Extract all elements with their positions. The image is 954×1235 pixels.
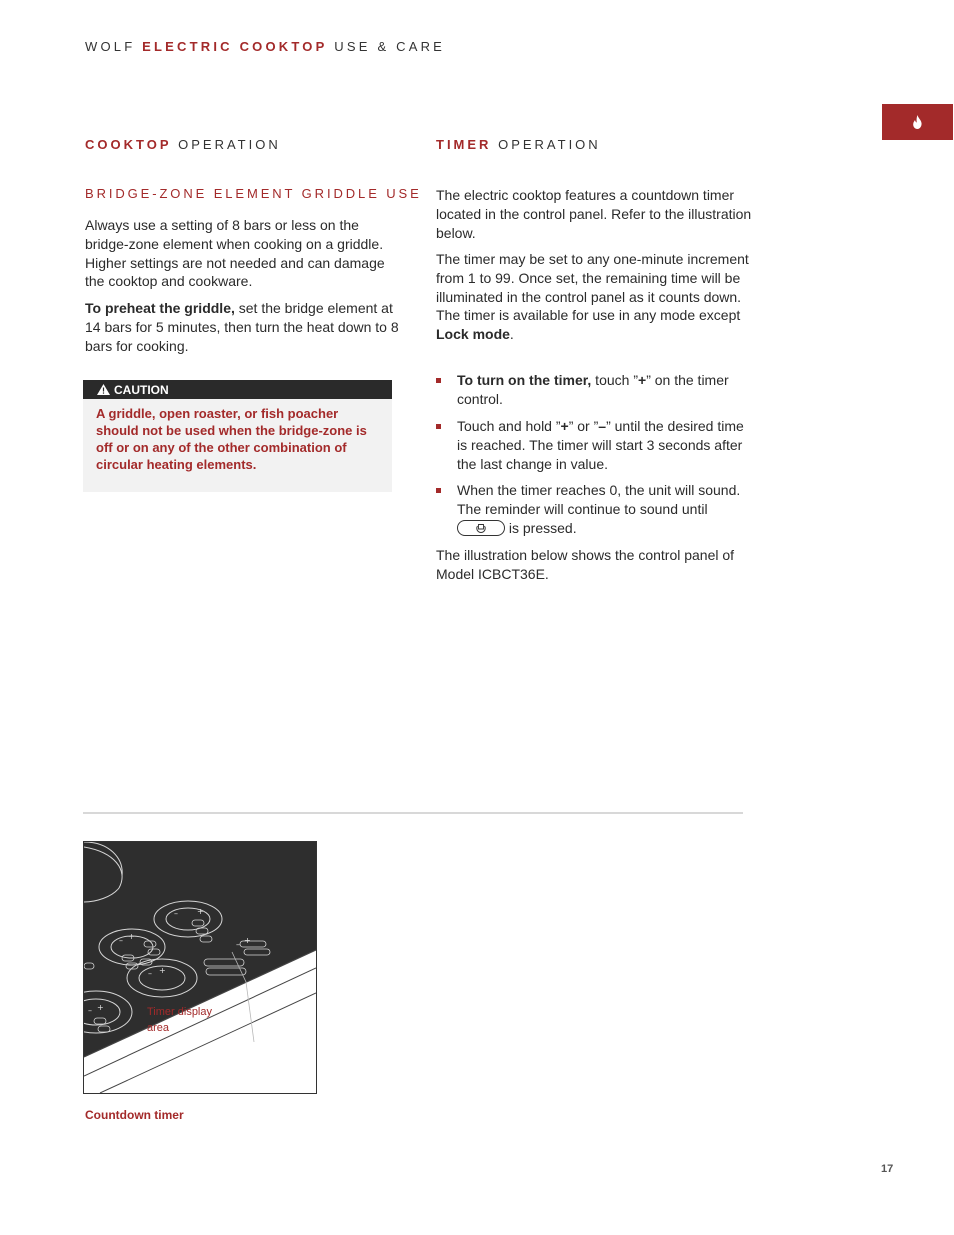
- svg-text:–: –: [148, 969, 152, 978]
- cooktop-operation-title: COOKTOP OPERATION: [85, 137, 281, 152]
- timer-display-label: Timer display area: [147, 1006, 212, 1034]
- svg-text:–: –: [236, 940, 240, 949]
- header-brand: WOLF: [85, 39, 136, 54]
- bullet-timer-reaches-zero: When the timer reaches 0, the unit will sound. The reminder will continue to sound until is pressed.: [436, 481, 756, 537]
- svg-text:–: –: [88, 1006, 92, 1015]
- section-tab: [882, 104, 953, 140]
- bullet-turn-on-timer: To turn on the timer, touch ”+” on the timer control.: [436, 371, 756, 409]
- bullet-marker: [436, 424, 441, 429]
- cooktop-drawing: [84, 842, 316, 1093]
- svg-text:+: +: [128, 932, 135, 941]
- timer-paragraph-2: The timer may be set to any one-minute increment from 1 to 99. Once set, the remaining time will be illuminated in the control panel as it counts down. The timer is available for use in any mode except Lock mode.: [436, 251, 749, 343]
- header-product: ELECTRIC COOKTOP: [142, 39, 328, 54]
- svg-text:+: +: [197, 907, 204, 916]
- warning-icon: [97, 384, 110, 395]
- page-number: 17: [881, 1163, 894, 1175]
- caution-header: [83, 380, 392, 399]
- cooktop-illustration: [83, 841, 317, 1094]
- svg-text:+: +: [159, 966, 166, 975]
- running-header: [85, 39, 445, 54]
- svg-text:+: +: [97, 1003, 104, 1012]
- section-divider: [83, 812, 743, 814]
- caution-text: A griddle, open roaster, or fish poacher should not be used when the bridge-zone is off or on any of the other combination of circular heating elements.: [96, 406, 367, 472]
- griddle-paragraph-1: Always use a setting of 8 bars or less on the bridge-zone element when cooking on a griddle. Higher settings are not needed and can damage the cooktop and cookware.: [85, 217, 385, 290]
- griddle-paragraph-2: To preheat the griddle, set the bridge element at 14 bars for 5 minutes, then turn the heat down to 8 bars for cooking.: [85, 300, 399, 354]
- timer-operation-title: TIMER OPERATION: [436, 137, 601, 152]
- header-suffix: USE & CARE: [334, 39, 446, 54]
- svg-text:–: –: [119, 936, 123, 945]
- timer-paragraph-1: The electric cooktop features a countdown timer located in the control panel. Refer to the illustration below.: [436, 187, 752, 241]
- flame-icon: [912, 115, 923, 129]
- timer-paragraph-3: The illustration below shows the control panel of Model ICBCT36E.: [436, 547, 735, 582]
- bullet-marker: [436, 488, 441, 493]
- timer-button-icon: [457, 520, 505, 536]
- caution-box: [83, 399, 392, 492]
- svg-text:+: +: [244, 936, 251, 945]
- bullet-touch-and-hold: Touch and hold ”+” or ”–” until the desired time is reached. The timer will start 3 seconds after the last change in value.: [436, 417, 756, 473]
- caution-label: CAUTION: [114, 382, 169, 397]
- figure-caption: Countdown timer: [85, 1108, 184, 1122]
- svg-text:–: –: [174, 909, 178, 918]
- bullet-marker: [436, 378, 441, 383]
- griddle-use-subhead: BRIDGE-ZONE ELEMENT GRIDDLE USE: [85, 186, 422, 201]
